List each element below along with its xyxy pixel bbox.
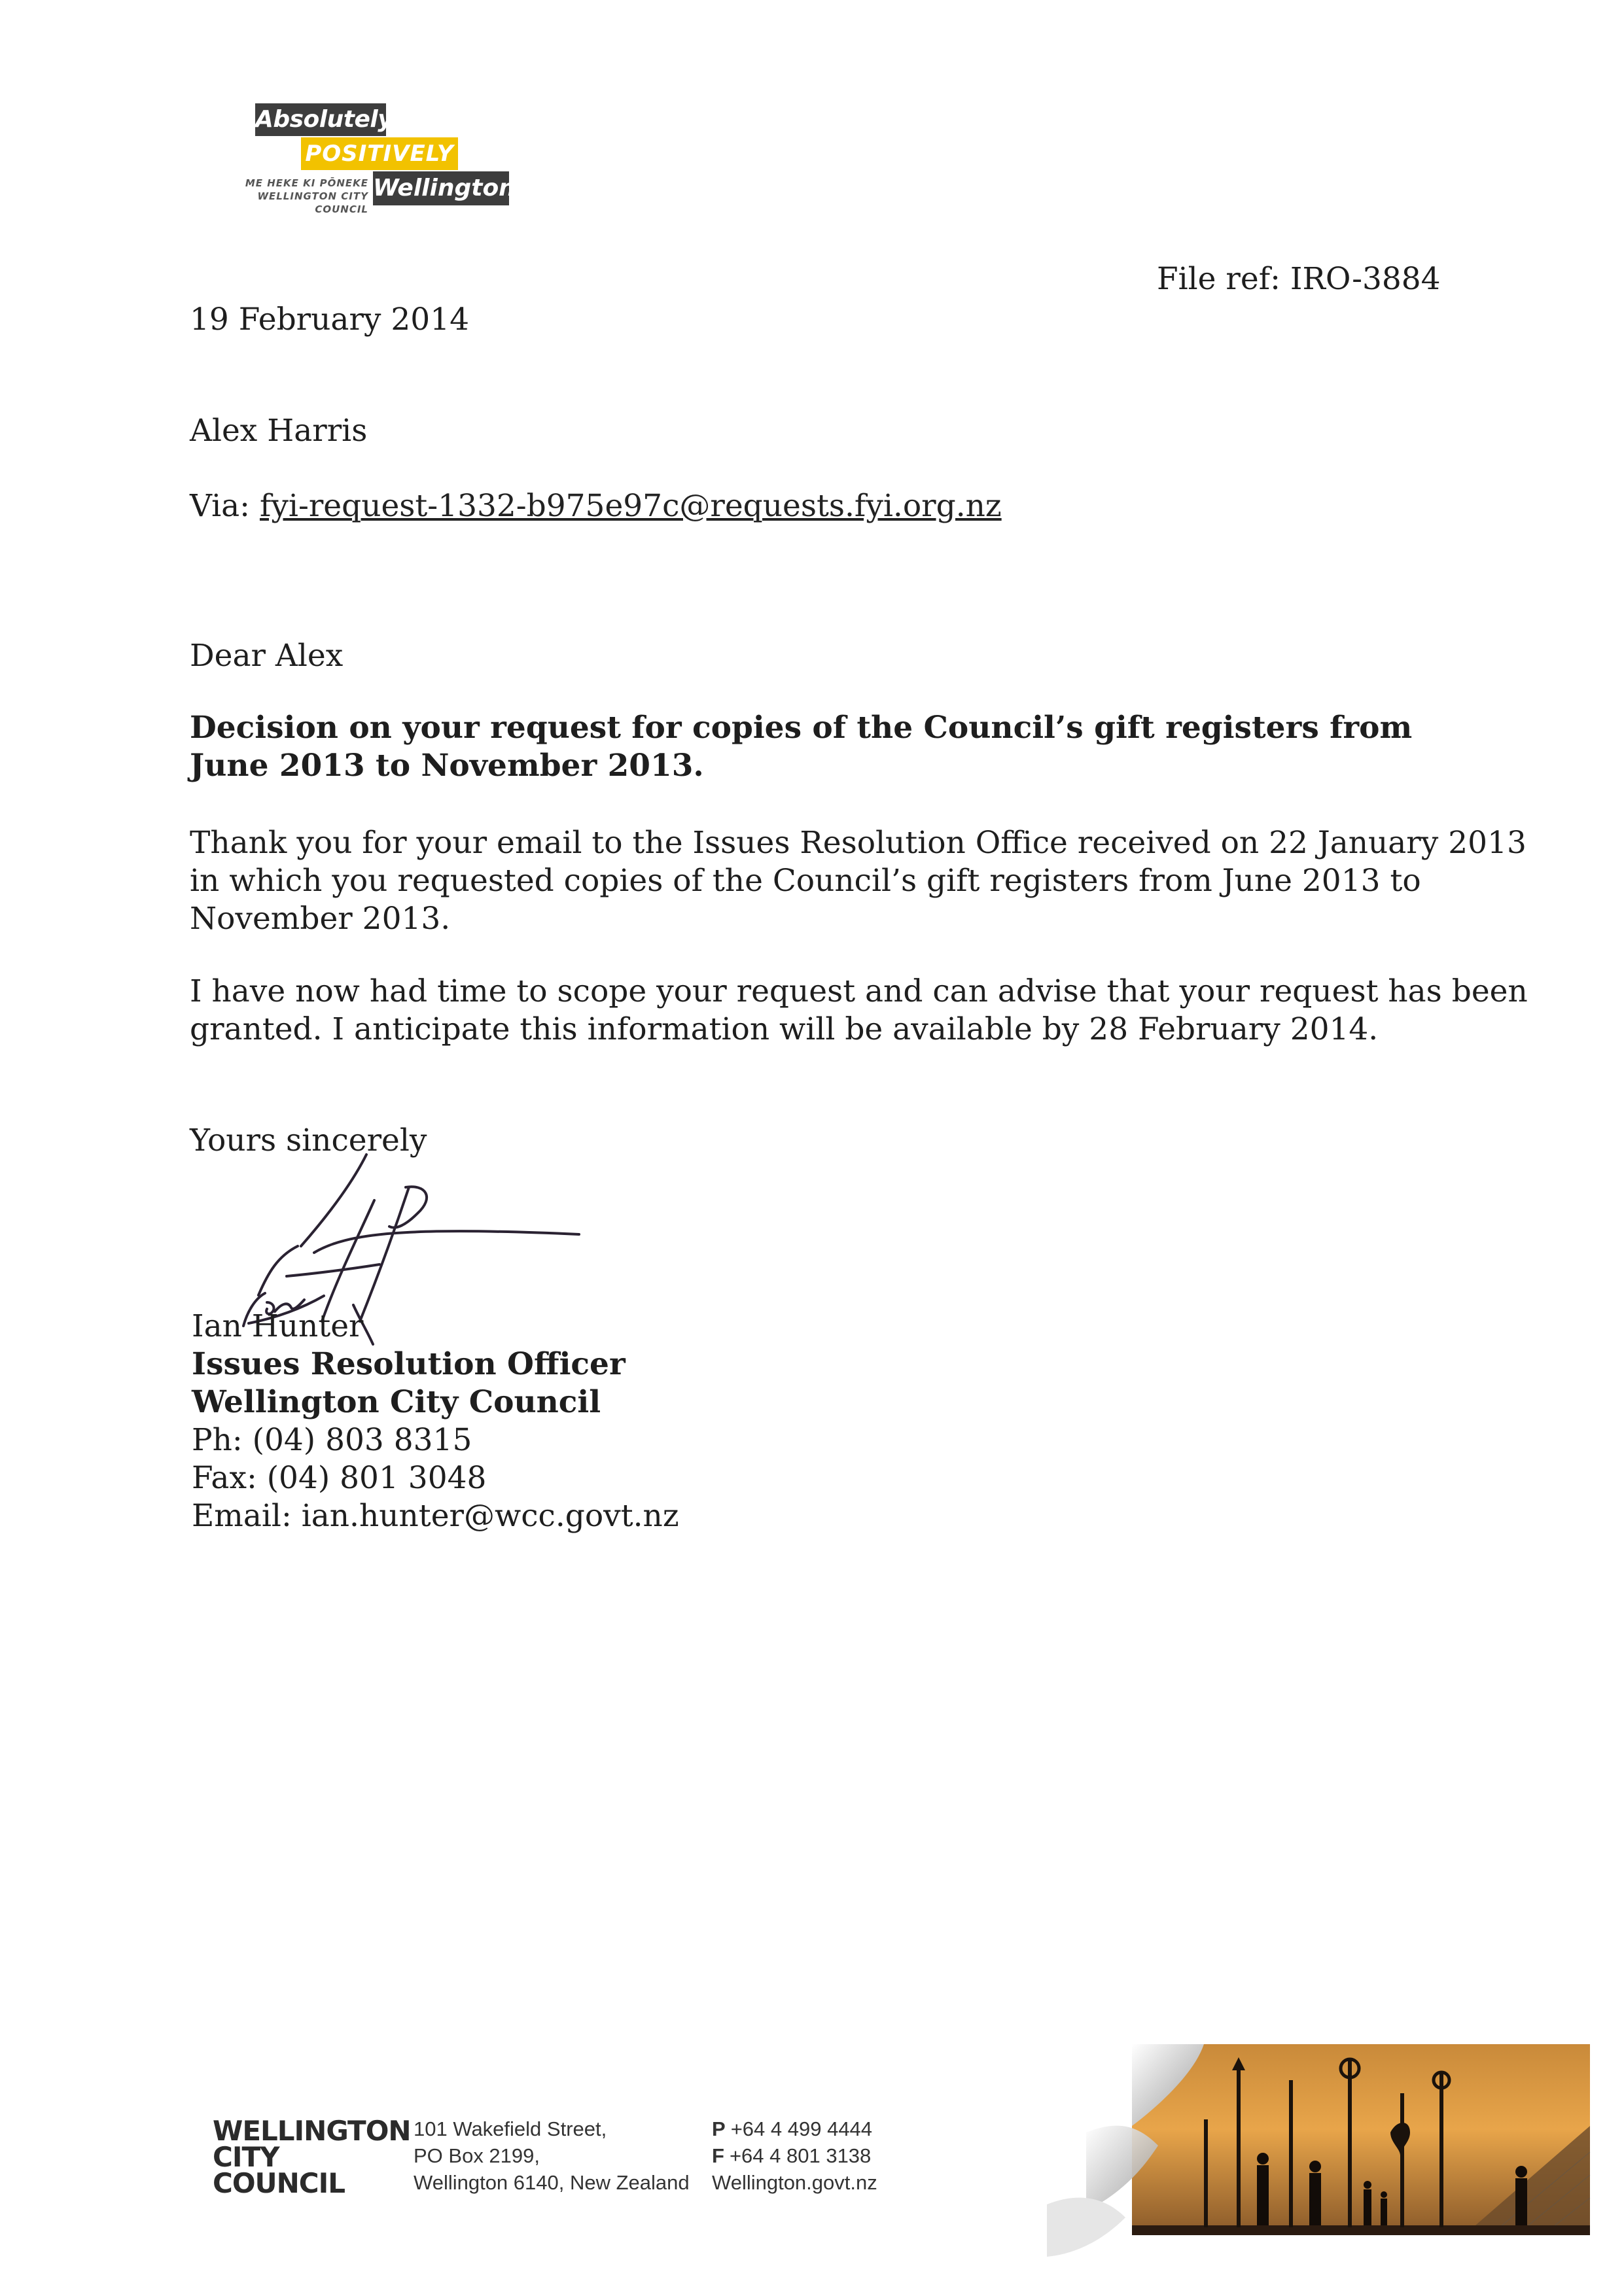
- paragraph-1: [190, 824, 1527, 938]
- logo-tagline: [208, 177, 368, 216]
- logo-wellington: Wellington: [373, 171, 509, 205]
- footer-contact: [712, 2115, 877, 2196]
- footer-wcc-line-2: CITY: [213, 2141, 279, 2173]
- footer-fax-row: [712, 2142, 877, 2169]
- footer-photo: [1008, 1995, 1597, 2263]
- signatory-fax: Fax: (04) 801 3048: [192, 1460, 487, 1496]
- salutation: Dear Alex: [190, 638, 344, 674]
- footer-council-wordmark: [213, 2115, 411, 2199]
- via-label: Via:: [190, 488, 251, 524]
- recipient-name: Alex Harris: [190, 413, 368, 449]
- paragraph-2-line-1: I have now had time to scope your request and can advise that your request has been: [190, 973, 1528, 1009]
- paragraph-1-line-2: in which you requested copies of the Council’s gift registers from June 2013 to: [190, 863, 1421, 899]
- paragraph-2: [190, 973, 1528, 1049]
- footer-phone-label: P: [712, 2117, 726, 2140]
- paragraph-2-line-2: granted. I anticipate this information will be available by 28 February 2014.: [190, 1011, 1379, 1047]
- footer-phone-row: [712, 2115, 877, 2142]
- footer-address: [414, 2115, 690, 2196]
- signatory-name: Ian Hunter: [192, 1308, 364, 1344]
- letter-date: 19 February 2014: [190, 302, 470, 338]
- footer-fax: +64 4 801 3138: [729, 2144, 872, 2167]
- logo-maori-text: ME HEKE KI PŌNEKE: [245, 177, 368, 189]
- recipient-via: [190, 487, 1002, 525]
- footer-fax-label: F: [712, 2144, 724, 2167]
- signatory-block: [192, 1308, 679, 1535]
- subject-line-1: Decision on your request for copies of the Council’s gift registers from: [190, 710, 1413, 746]
- page-curl-bottom: [1047, 2198, 1125, 2257]
- logo-council-text: WELLINGTON CITY COUNCIL: [257, 190, 368, 215]
- subject-line-2: June 2013 to November 2013.: [190, 748, 704, 784]
- footer-address-line-1: 101 Wakefield Street,: [414, 2117, 607, 2140]
- file-reference: File ref: IRO-3884: [1157, 261, 1441, 297]
- logo-absolutely: Absolutely: [255, 103, 386, 136]
- via-email-link[interactable]: fyi-request-1332-b975e97c@requests.fyi.org.nz: [259, 488, 1002, 524]
- footer-address-line-3: Wellington 6140, New Zealand: [414, 2171, 690, 2194]
- footer-address-line-2: PO Box 2199,: [414, 2144, 540, 2167]
- signatory-org: Wellington City Council: [192, 1384, 601, 1420]
- bridge-deck: [1132, 2225, 1590, 2235]
- footer-phone: +64 4 499 4444: [730, 2117, 873, 2140]
- signatory-phone: Ph: (04) 803 8315: [192, 1422, 472, 1458]
- paragraph-1-line-3: November 2013.: [190, 901, 451, 937]
- footer-website[interactable]: Wellington.govt.nz: [712, 2171, 877, 2194]
- footer-wcc-line-3: COUNCIL: [213, 2167, 345, 2199]
- logo-positively: POSITIVELY: [301, 137, 458, 170]
- letter-subject: [190, 709, 1412, 785]
- footer-wcc-line-1: WELLINGTON: [213, 2115, 411, 2147]
- paragraph-1-line-1: Thank you for your email to the Issues Resolution Office received on 22 January 2013: [190, 825, 1527, 861]
- signatory-title: Issues Resolution Officer: [192, 1346, 626, 1382]
- closing: Yours sincerely: [190, 1122, 427, 1158]
- signatory-email[interactable]: Email: ian.hunter@wcc.govt.nz: [192, 1498, 679, 1534]
